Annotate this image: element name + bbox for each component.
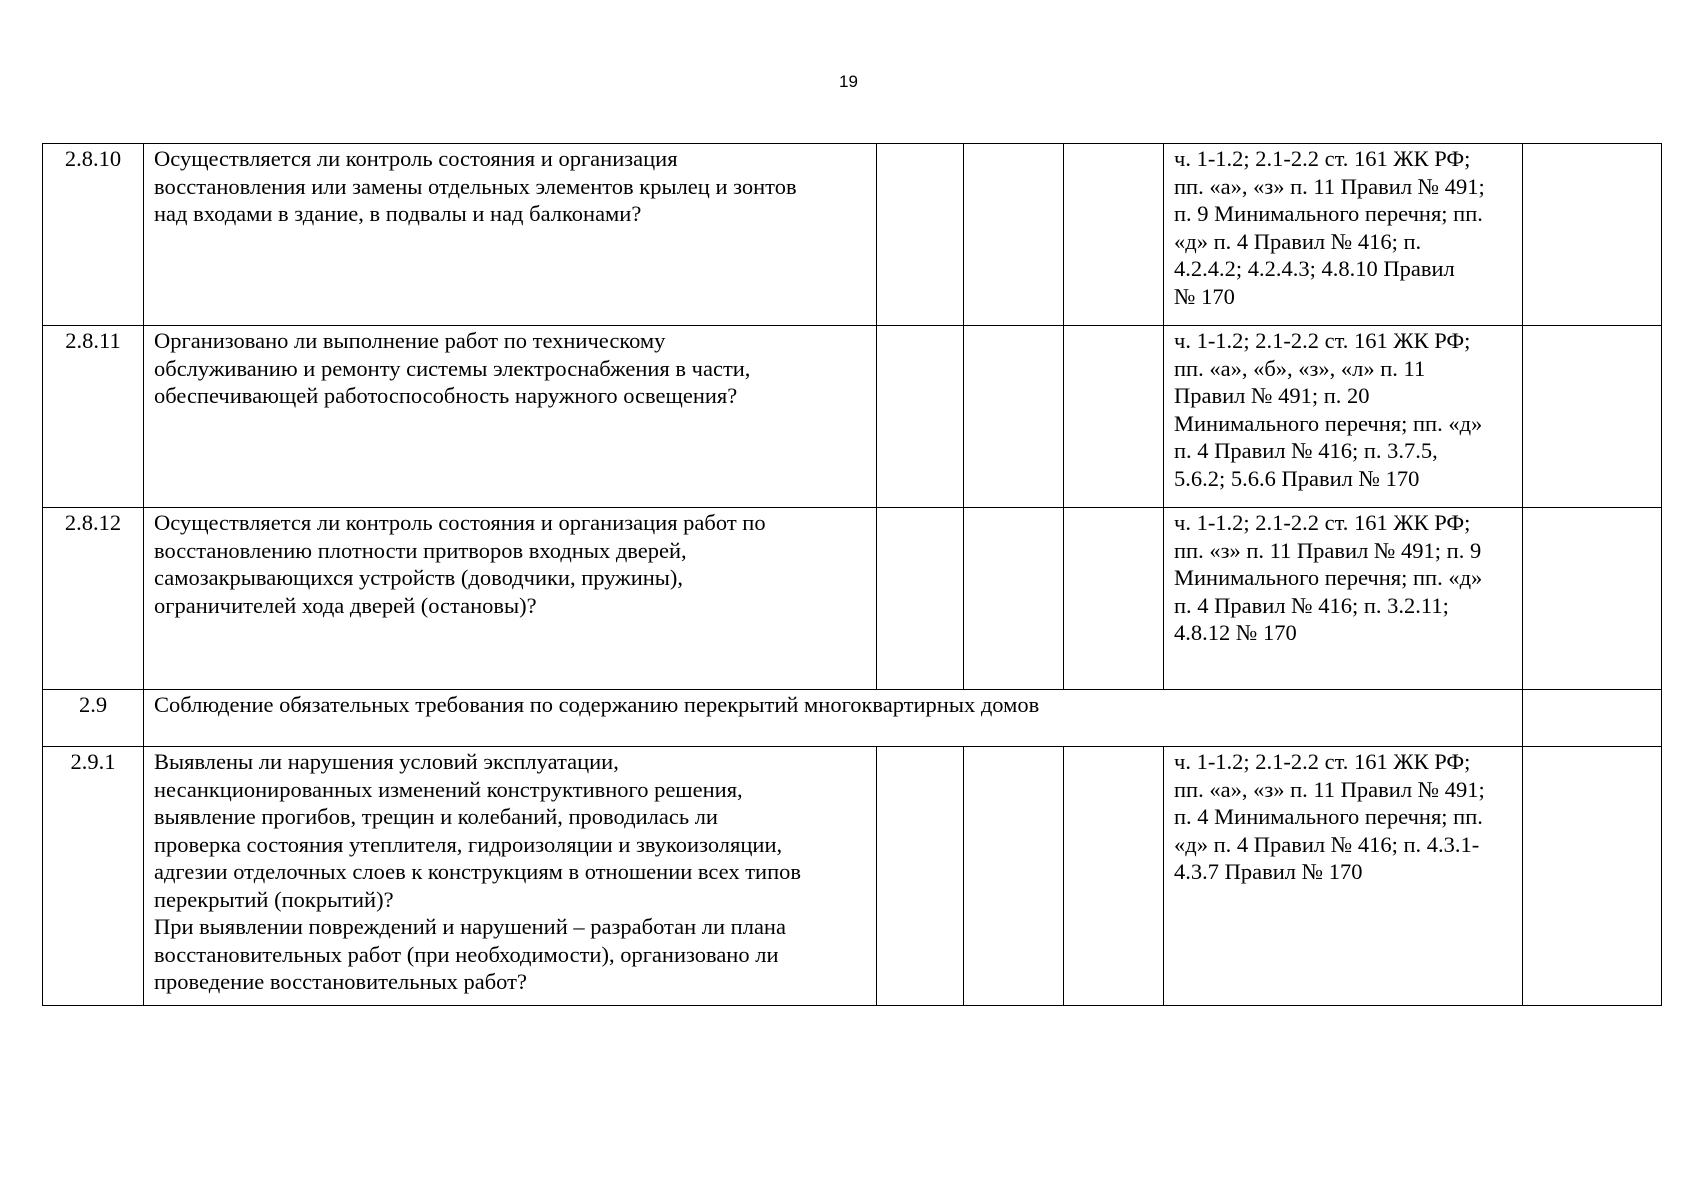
checklist-table — [42, 143, 1662, 1006]
note-cell[interactable] — [1523, 690, 1662, 747]
item-number: 2.8.10 — [43, 144, 144, 326]
item-question: Осуществляется ли контроль состояния и организация восстановления или замены отдельных элементов крылец и зонтов над входами в здание, в подвалы и над балконами? — [144, 144, 877, 326]
note-cell[interactable] — [1523, 747, 1662, 1006]
page-number: 19 — [839, 72, 858, 91]
item-reference: ч. 1-1.2; 2.1-2.2 ст. 161 ЖК РФ; пп. «а», «б», «з», «л» п. 11 Правил № 491; п. 20 Минимального перечня; пп. «д» п. 4 Правил № 416; п. 3.7.5, 5.6.2; 5.6.6 Правил № 170 — [1164, 326, 1523, 508]
answer-cell-na[interactable] — [1064, 747, 1164, 1006]
section-number: 2.9 — [43, 690, 144, 747]
answer-cell-yes[interactable] — [877, 144, 964, 326]
answer-cell-yes[interactable] — [877, 508, 964, 690]
note-cell[interactable] — [1523, 326, 1662, 508]
item-question: Выявлены ли нарушения условий эксплуатации, несанкционированных изменений конструктивного решения, выявление прогибов, трещин и колебаний, проводилась ли проверка состояния утеплителя, гидроизоляции и звукоизоляции, адгезии отделочных слоев к конструкциям в отношении всех типов перекрытий (покрытий)? При выявлении повреждений и нарушений – разработан ли плана восстановительных работ (при необходимости), организовано ли проведение восстановительных работ? — [144, 747, 877, 1006]
answer-cell-na[interactable] — [1064, 508, 1164, 690]
item-reference: ч. 1-1.2; 2.1-2.2 ст. 161 ЖК РФ; пп. «а», «з» п. 11 Правил № 491; п. 9 Минимального перечня; пп. «д» п. 4 Правил № 416; п. 4.2.4.2; 4.2.4.3; 4.8.10 Правил № 170 — [1164, 144, 1523, 326]
item-question: Организовано ли выполнение работ по техническому обслуживанию и ремонту системы электроснабжения в части, обеспечивающей работоспособность наружного освещения? — [144, 326, 877, 508]
table-row — [43, 326, 1662, 508]
section-row — [43, 690, 1662, 747]
item-question: Осуществляется ли контроль состояния и организация работ по восстановлению плотности притворов входных дверей, самозакрывающихся устройств (доводчики, пружины), ограничителей хода дверей (остановы)? — [144, 508, 877, 690]
table-row — [43, 747, 1662, 1006]
answer-cell-no[interactable] — [964, 747, 1064, 1006]
item-reference: ч. 1-1.2; 2.1-2.2 ст. 161 ЖК РФ; пп. «з» п. 11 Правил № 491; п. 9 Минимального перечня; пп. «д» п. 4 Правил № 416; п. 3.2.11; 4.8.12 № 170 — [1164, 508, 1523, 690]
item-number: 2.8.11 — [43, 326, 144, 508]
answer-cell-yes[interactable] — [877, 326, 964, 508]
answer-cell-na[interactable] — [1064, 326, 1164, 508]
section-title: Соблюдение обязательных требования по содержанию перекрытий многоквартирных домов — [144, 690, 1523, 747]
answer-cell-no[interactable] — [964, 144, 1064, 326]
item-number: 2.8.12 — [43, 508, 144, 690]
item-number: 2.9.1 — [43, 747, 144, 1006]
answer-cell-na[interactable] — [1064, 144, 1164, 326]
note-cell[interactable] — [1523, 508, 1662, 690]
answer-cell-no[interactable] — [964, 508, 1064, 690]
table-row — [43, 144, 1662, 326]
answer-cell-yes[interactable] — [877, 747, 964, 1006]
answer-cell-no[interactable] — [964, 326, 1064, 508]
note-cell[interactable] — [1523, 144, 1662, 326]
table-row — [43, 508, 1662, 690]
item-reference: ч. 1-1.2; 2.1-2.2 ст. 161 ЖК РФ; пп. «а», «з» п. 11 Правил № 491; п. 4 Минимального перечня; пп. «д» п. 4 Правил № 416; п. 4.3.1- 4.3.7 Правил № 170 — [1164, 747, 1523, 1006]
